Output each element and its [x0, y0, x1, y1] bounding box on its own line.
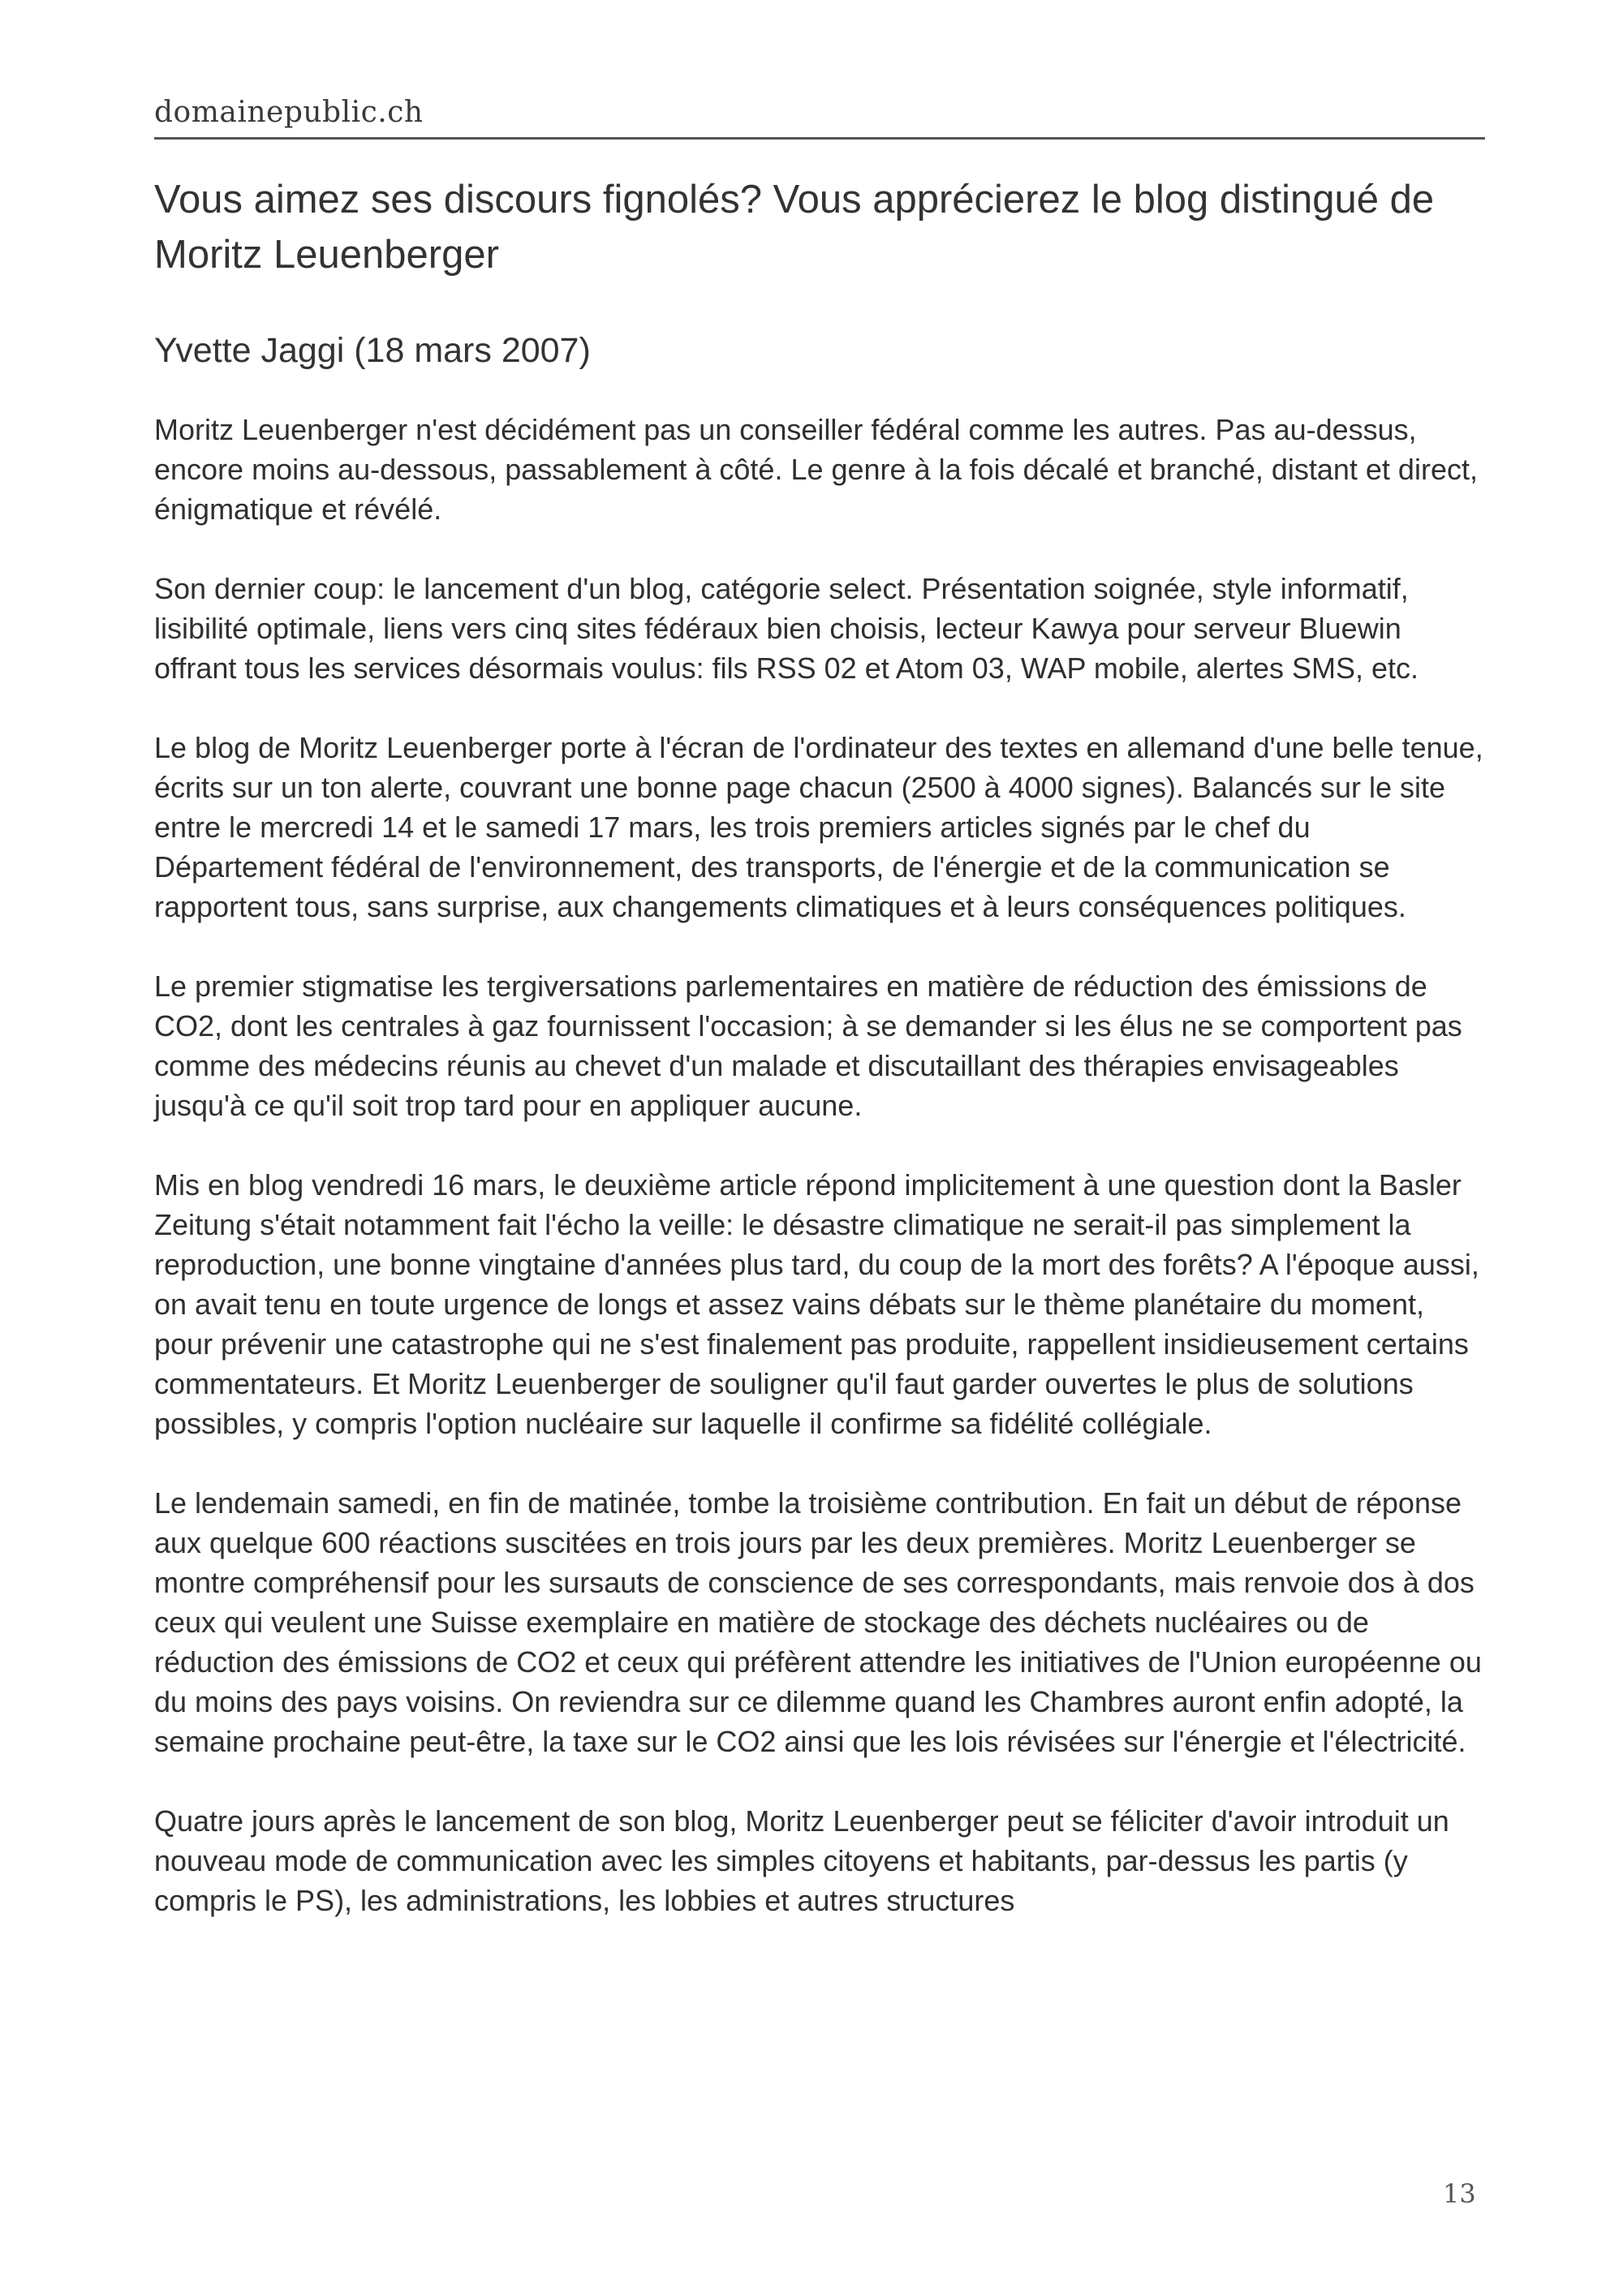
header-divider: [154, 137, 1485, 140]
article-paragraph: Moritz Leuenberger n'est décidément pas un conseiller fédéral comme les autres. Pas au-dessus, encore moins au-dessous, passablement à côté. Le genre à la fois décalé et branché, distant et direct, énigmatique et révélé.: [154, 413, 1478, 526]
article-title: Vous aimez ses discours fignolés? Vous apprécierez le blog distingué de Moritz Leuenberger: [154, 178, 1435, 277]
article-paragraph: Mis en blog vendredi 16 mars, le deuxième article répond implicitement à une question dont la Basler Zeitung s'était notamment fait l'écho la veille: le désastre climatique ne serait-il pas simplement la reproduction, une bonne vingtaine d'années plus tard, du coup de la mort des forêts? A l'époque aussi, on avait tenu en toute urgence de longs et assez vains débats sur le thème planétaire du moment, pour prévenir une catastrophe qui ne s'est finalement pas produite, rappellent insidieusement certains commentateurs. Et Moritz Leuenberger de souligner qu'il faut garder ouvertes le plus de solutions possibles, y compris l'option nucléaire sur laquelle il confirme sa fidélité collégiale.: [154, 1168, 1479, 1440]
article-paragraph: Le premier stigmatise les tergiversations parlementaires en matière de réduction des émissions de CO2, dont les centrales à gaz fournissent l'occasion; à se demander si les élus ne se comportent pas comme des médecins réunis au chevet d'un malade et discutaillant des thérapies envisageables jusqu'à ce qu'il soit trop tard pour en appliquer aucune.: [154, 970, 1462, 1122]
article-byline: Yvette Jaggi (18 mars 2007): [154, 331, 591, 370]
article-paragraph: Quatre jours après le lancement de son blog, Moritz Leuenberger peut se féliciter d'avoir introduit un nouveau mode de communication avec les simples citoyens et habitants, par-dessus les partis (y compris le PS), les administrations, les lobbies et autres structures: [154, 1804, 1449, 1917]
article-paragraph: Le blog de Moritz Leuenberger porte à l'écran de l'ordinateur des textes en allemand d'une belle tenue, écrits sur un ton alerte, couvrant une bonne page chacun (2500 à 4000 signes). Balancés sur le site entre le mercredi 14 et le samedi 17 mars, les trois premiers articles signés par le chef du Département fédéral de l'environnement, des transports, de l'énergie et de la communication se rapportent tous, sans surprise, aux changements climatiques et à leurs conséquences politiques.: [154, 731, 1483, 923]
article-paragraph: Son dernier coup: le lancement d'un blog, catégorie select. Présentation soignée, style informatif, lisibilité optimale, liens vers cinq sites fédéraux bien choisis, lecteur Kawya pour serveur Bluewin offrant tous les services désormais voulus: fils RSS 02 et Atom 03, WAP mobile, alertes SMS, etc.: [154, 572, 1419, 685]
site-name: domainepublic.ch: [154, 96, 424, 129]
article-body: [154, 410, 1485, 1960]
page-number: 13: [1443, 2178, 1476, 2209]
article-paragraph: Le lendemain samedi, en fin de matinée, tombe la troisième contribution. En fait un début de réponse aux quelque 600 réactions suscitées en trois jours par les deux premières. Moritz Leuenberger se montre compréhensif pour les sursauts de conscience de ses correspondants, mais renvoie dos à dos ceux qui veulent une Suisse exemplaire en matière de stockage des déchets nucléaires ou de réduction des émissions de CO2 et ceux qui préfèrent attendre les initiatives de l'Union européenne ou du moins des pays voisins. On reviendra sur ce dilemme quand les Chambres auront enfin adopté, la semaine prochaine peut-être, la taxe sur le CO2 ainsi que les lois révisées sur l'énergie et l'électricité.: [154, 1486, 1482, 1758]
